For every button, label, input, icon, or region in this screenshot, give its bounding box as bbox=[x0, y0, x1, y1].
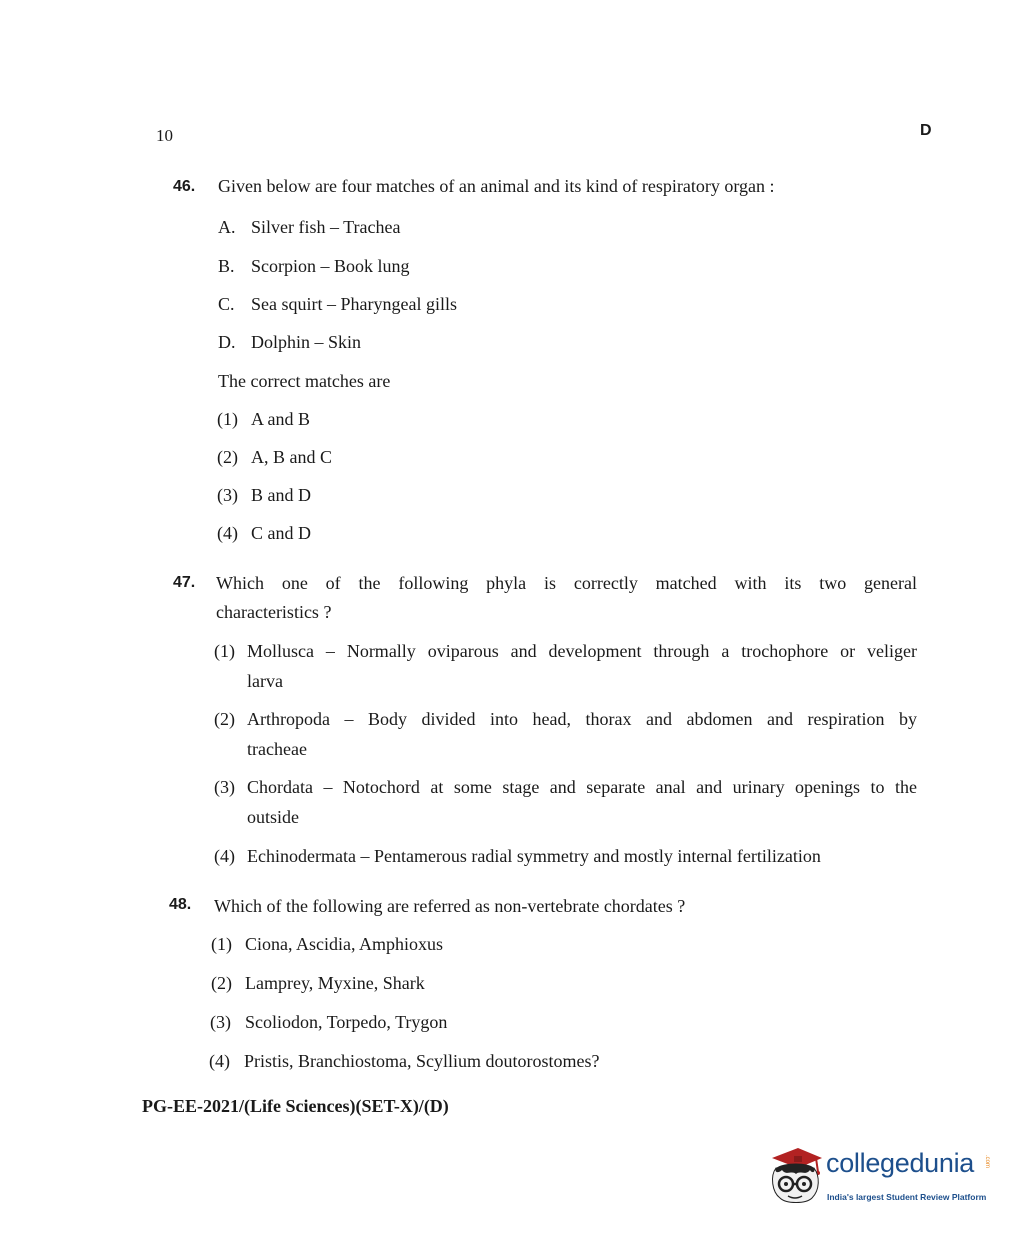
q48-option-4-label: (4) bbox=[209, 1051, 230, 1071]
q47-option-3-line1: Chordata – Notochord at some stage and separate anal and urinary openings to the bbox=[247, 777, 917, 797]
q47-option-2-line2: tracheae bbox=[247, 739, 307, 759]
q46-option-1: A and B bbox=[251, 409, 311, 429]
q46-option-2: A, B and C bbox=[251, 447, 332, 467]
question-47-number: 47. bbox=[173, 574, 196, 591]
q46-match-a-label: A. bbox=[218, 217, 236, 237]
question-46-stem: Given below are four matches of an animal and its kind of respiratory organ : bbox=[218, 176, 775, 196]
q47-option-3-label: (3) bbox=[214, 777, 235, 797]
q46-match-d: Dolphin – Skin bbox=[251, 332, 362, 352]
q47-option-3-line2: outside bbox=[247, 807, 299, 827]
collegedunia-mascot-icon bbox=[768, 1146, 824, 1208]
q48-option-1-label: (1) bbox=[211, 934, 232, 954]
q46-option-4-label: (4) bbox=[217, 523, 238, 543]
q48-option-2: Lamprey, Myxine, Shark bbox=[245, 973, 425, 993]
collegedunia-suffix: .com bbox=[984, 1155, 990, 1169]
q46-match-d-label: D. bbox=[218, 332, 236, 352]
q47-option-1-label: (1) bbox=[214, 641, 235, 661]
q47-option-1-line2: larva bbox=[247, 671, 283, 691]
q48-option-3: Scoliodon, Torpedo, Trygon bbox=[245, 1012, 448, 1032]
q47-option-2-label: (2) bbox=[214, 709, 235, 729]
question-47-stem-line2: characteristics ? bbox=[216, 602, 332, 622]
q46-match-a: Silver fish – Trachea bbox=[251, 217, 401, 237]
q48-option-3-label: (3) bbox=[210, 1012, 231, 1032]
q47-option-1-line1: Mollusca – Normally oviparous and development through a trochophore or veliger bbox=[247, 641, 917, 661]
q46-match-b-label: B. bbox=[218, 256, 235, 276]
q47-option-4: Echinodermata – Pentamerous radial symmetry and mostly internal fertilization bbox=[247, 846, 821, 866]
q48-option-4: Pristis, Branchiostoma, Scyllium doutorostomes? bbox=[244, 1051, 600, 1071]
collegedunia-tagline: India's largest Student Review Platform bbox=[827, 1192, 987, 1202]
collegedunia-watermark bbox=[768, 1146, 998, 1208]
q46-prompt: The correct matches are bbox=[218, 371, 391, 391]
q46-option-4: C and D bbox=[251, 523, 311, 543]
q48-option-2-label: (2) bbox=[211, 973, 232, 993]
paper-code-footer: PG-EE-2021/(Life Sciences)(SET-X)/(D) bbox=[142, 1096, 449, 1116]
q47-option-4-label: (4) bbox=[214, 846, 235, 866]
question-46-number: 46. bbox=[173, 178, 196, 195]
set-code: D bbox=[920, 122, 932, 139]
question-48-stem: Which of the following are referred as non-vertebrate chordates ? bbox=[214, 896, 686, 916]
q46-option-1-label: (1) bbox=[217, 409, 238, 429]
q48-option-1: Ciona, Ascidia, Amphioxus bbox=[245, 934, 443, 954]
q47-option-2-line1: Arthropoda – Body divided into head, thorax and abdomen and respiration by bbox=[247, 709, 917, 729]
q46-option-3: B and D bbox=[251, 485, 311, 505]
q46-match-c-label: C. bbox=[218, 294, 235, 314]
question-48-number: 48. bbox=[169, 896, 192, 913]
q46-option-2-label: (2) bbox=[217, 447, 238, 467]
collegedunia-wordmark: collegedunia bbox=[826, 1148, 975, 1178]
q46-option-3-label: (3) bbox=[217, 485, 238, 505]
page-number: 10 bbox=[156, 126, 173, 145]
q46-match-c: Sea squirt – Pharyngeal gills bbox=[251, 294, 457, 314]
q46-match-b: Scorpion – Book lung bbox=[251, 256, 410, 276]
question-47-stem-line1: Which one of the following phyla is correctly matched with its two general bbox=[216, 573, 917, 593]
